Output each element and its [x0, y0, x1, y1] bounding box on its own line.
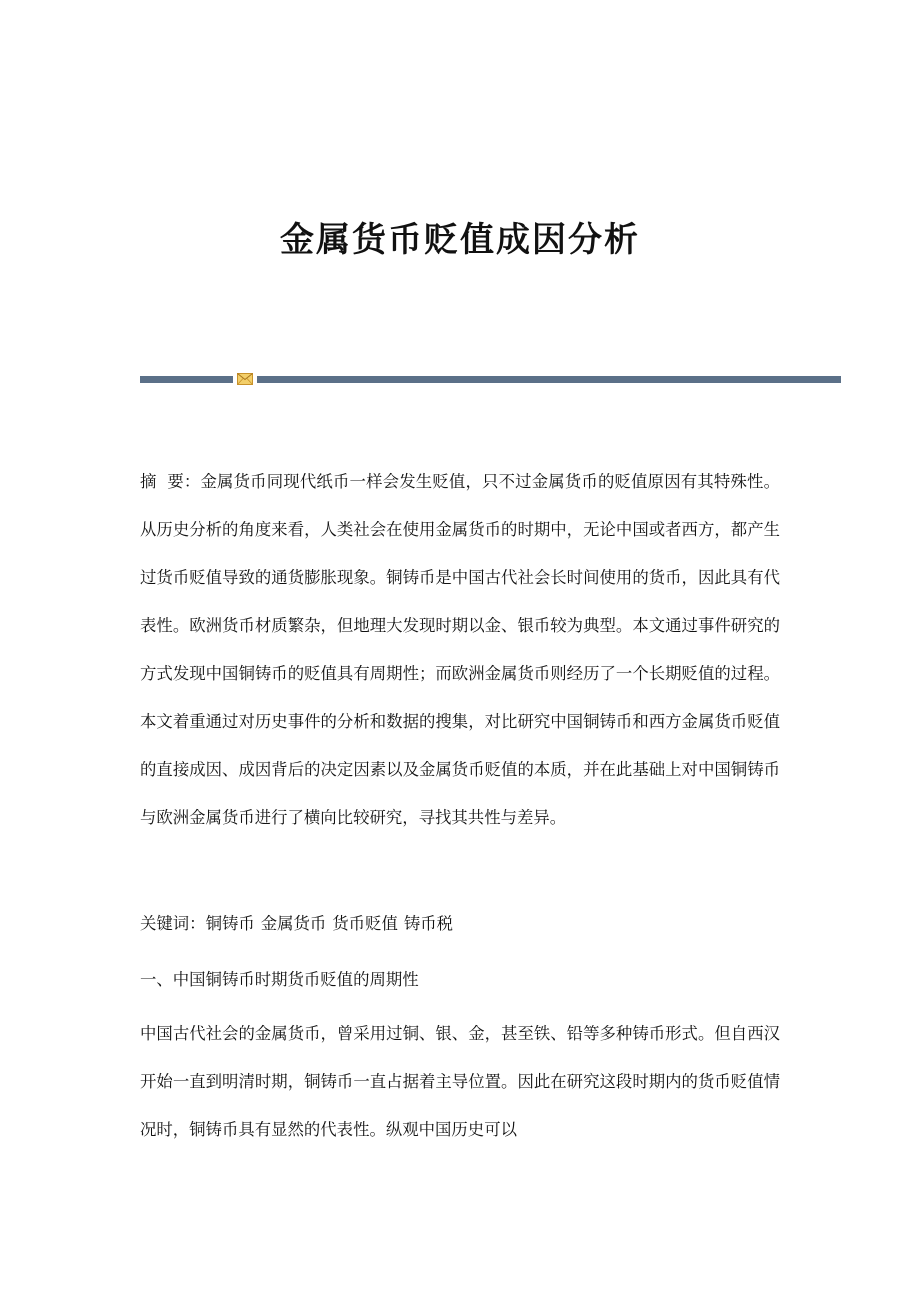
keyword: 铸币税 — [403, 914, 454, 933]
keyword: 金属货币 — [260, 914, 327, 933]
abstract-paragraph — [140, 458, 780, 842]
keyword: 货币贬值 — [332, 914, 398, 933]
section-paragraph: 中国古代社会的金属货币，曾采用过铜、银、金，甚至铁、铅等多种铸币形式。但自西汉开始一直到明清时期，铜铸币一直占据着主导位置。因此在研究这段时期内的货币贬值情况时，铜铸币具有显然的代表性。纵观中国历史可以 — [140, 1024, 780, 1139]
abstract-text: 金属货币同现代纸币一样会发生贬值，只不过金属货币的贬值原因有其特殊性。从历史分析的角度来看，人类社会在使用金属货币的时期中，无论中国或者西方，都产生过货币贬值导致的通货膨胀现象。铜铸币是中国古代社会长时间使用的货币，因此具有代表性。欧洲货币材质繁杂，但地理大发现时期以金、银币较为典型。本文通过事件研究的方式发现中国铜铸币的贬值具有周期性；而欧洲金属货币则经历了一个长期贬值的过程。本文着重通过对历史事件的分析和数据的搜集，对比研究中国铜铸币和西方金属货币贬值的直接成因、成因背后的决定因素以及金属货币贬值的本质，并在此基础上对中国铜铸币与欧洲金属货币进行了横向比较研究，寻找其共性与差异。 — [140, 472, 781, 827]
document-title: 金属货币贬值成因分析 — [280, 220, 640, 260]
section-heading: 一、中国铜铸币时期货币贬值的周期性 — [140, 970, 419, 989]
keywords-line — [140, 900, 780, 948]
abstract-label: 摘 要： — [140, 472, 201, 491]
divider-bar-left — [140, 376, 233, 383]
keyword: 铜铸币 — [205, 914, 255, 933]
keywords-label: 关键词： — [140, 914, 206, 933]
title-divider — [140, 372, 841, 386]
envelope-icon — [237, 373, 253, 385]
divider-bar-right — [257, 376, 841, 383]
